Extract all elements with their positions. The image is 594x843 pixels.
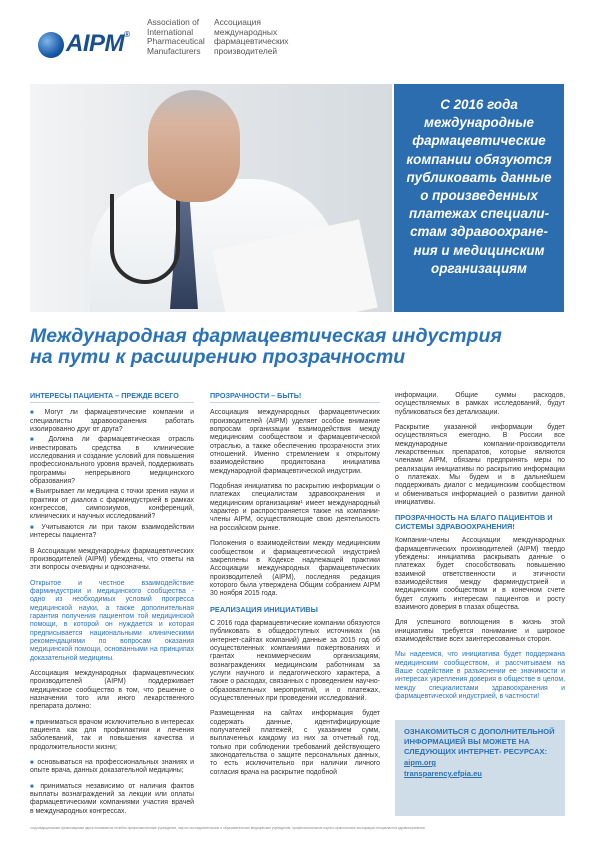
- column-3: [395, 392, 565, 708]
- paragraph: Ассоциация международных фармацевтических производителей (AIPM) уделяет особое внимание вопросам организации взаимодействия между медицинским сообществом и фармацевтической отраслью, а также обеспечению прозрачности этих отношений. Именно стремлением к открытому взаимодействию продиктована инициатива международной фармацевтической индустрии.: [210, 409, 380, 475]
- question-item: ■ Выигрывает ли медицина с точки зрения науки и практики от диалога с фарминдустрией в рамках конгрессов, симпозиумов, конференций, клинических и научных исследований?: [30, 488, 194, 521]
- callout-box: [394, 84, 564, 312]
- info-text: ОЗНАКОМИТЬСЯ С ДОПОЛНИТЕЛЬНОЙ ИНФОРМАЦИЕЙ ВЫ МОЖЕТЕ НА СЛЕДУЮЩИХ ИНТЕРНЕТ- РЕСУРСАХ:: [404, 727, 555, 756]
- list-item: ■ основываться на профессиональных знаниях и опыте врача, данных доказательной медицины;: [30, 759, 194, 776]
- callout-text: С 2016 года международные фармацевтические компании обязуются публиковать данные о произведенных платежах специали-стам здравоохране-ния и медицинским организациям: [406, 97, 552, 276]
- paragraph: Раскрытие указанной информации будет осуществляться ежегодно. В России все международные компании-производители лекарственных препаратов, которые являются членами AIPM, обязаны предпринять меры по реализации инициативы по раскрытию информации о платежах. Мы будем и в дальнейшем поддерживать диалог с медицинским сообществом и обмениваться информацией о развитии данной инициативы.: [395, 424, 565, 507]
- link-efpia[interactable]: transparency.efpia.eu: [404, 769, 482, 778]
- question-item: ■ Могут ли фармацевтические компании и специалисты здравоохранения работать изолированно друг от друга?: [30, 409, 194, 434]
- section-heading-patient-interests: ИНТЕРЕСЫ ПАЦИЕНТА – ПРЕЖДЕ ВСЕГО: [30, 392, 194, 403]
- column-2: [210, 392, 380, 784]
- stethoscope-icon: [110, 194, 180, 284]
- globe-logo-icon: [38, 32, 64, 58]
- association-name-ru: Ассоциация международных фармацевтических производителей: [214, 17, 289, 56]
- question-item: ■ Должна ли фармацевтическая отрасль инвестировать средства в клинические исследования и создание условий для повышения профессионального уровня врачей, поддерживать программы непрерывного медицинского образования?: [30, 436, 194, 486]
- link-aipm[interactable]: aipm.org: [404, 758, 437, 767]
- section-heading-implementation: РЕАЛИЗАЦИЯ ИНИЦИАТИВЫ: [210, 604, 318, 614]
- paragraph: Ассоциация международных фармацевтических производителей (AIPM) поддерживает медицинское сообщество в том, что решение о назначении того или иного лекарственного препарата должно:: [30, 669, 194, 711]
- section-heading-benefit: ПРОЗРАЧНОСТЬ НА БЛАГО ПАЦИЕНТОВ И СИСТЕМЫ ЗДРАВООХРАНЕНИЯ!: [395, 513, 553, 531]
- paragraph: В Ассоциации международных фармацевтических производителей (AIPM) убеждены, что ответы на эти вопросы очевидны и однозначны.: [30, 547, 194, 572]
- doctor-photo: [30, 84, 392, 312]
- info-box: [395, 720, 565, 816]
- highlight-paragraph: Мы надеемся, что инициатива будет поддержана медицинским сообществом, и рассчитываем на Ваше содействие в разъяснении ее значимости и интересах укрепления доверия в обществе в целом, между специалистами здравоохранения и фармацевтической индустрией, в частности!: [395, 651, 565, 700]
- page-header: [0, 0, 594, 84]
- column-1: [30, 392, 194, 823]
- section-heading-transparency: ПРОЗРАЧНОСТИ – БЫТЬ!: [210, 392, 380, 403]
- list-item: ■ приниматься независимо от наличия фактов выплаты вознаграждений за лекции или оплаты фармацевтическими компаниями участия врачей в международных конгрессах.: [30, 783, 194, 816]
- paragraph: Размещенная на сайтах информация будет содержать данные, идентифицирующие получателей платежей, с указанием сумм, выплаченных каждому из них за отчетный год, только при соблюдении требований действующего законодательства о защите персональных данных, то есть исключительно при наличии личного согласия врача на раскрытие подобной: [210, 710, 380, 776]
- paragraph: информации. Общие суммы расходов, осуществляемых в рамках исследований, будут публиковаться без детализации.: [395, 392, 565, 416]
- association-name-en: Association of International Pharmaceutical Manufacturers: [147, 17, 205, 56]
- aipm-logo: AIPM®: [66, 30, 130, 57]
- highlight-paragraph: Открытое и честное взаимодействие фарминдустрии и медицинского сообщества - одно из необходимых условий прогресса медицинской науки, а также дополнительная гарантия получения пациентом той медицинской помощи, в которой он нуждается и которая предписывается национальными клиническими рекомендациями по вопросам оказания медицинской помощи, основанными на принципах доказательной медицины.: [30, 579, 194, 662]
- paragraph: С 2016 года фармацевтические компании обязуются публиковать в общедоступных источниках (на интернет-сайтах компаний) данные за 2015 год об осуществленных компаниями пожертвованиях и грантах некоммерческим организациям, вознаграждениях медицинским работникам за услуги научного и педагогического характера, а также о расходах, связанных с проведением научно-образовательных мероприятий, и о платежах, осуществленных при проведении исследований.: [210, 619, 380, 702]
- paragraph: Компании-члены Ассоциации международных фармацевтических производителей (AIPM) твердо убеждены: инициатива раскрывать данные о платежах будет способствовать повышению взаимной ответственности и этичности взаимодействия между фарминдустрией и медицинским сообществом и в конечном счете будет служить интересам пациентов и росту взаимного доверия в глазах общества.: [395, 537, 565, 611]
- paragraph: Положения о взаимодействии между медицинским сообществом и фармацевтической индустрией закреплены в Кодексе надлежащей практики Ассоциации международных фармацевтических производителей (AIPM), последняя редакция которого была утверждена Общим собранием AIPM 30 ноября 2015 года.: [210, 540, 380, 598]
- page-title: Международная фармацевтическая индустрия на пути к расширению прозрачности: [30, 325, 502, 368]
- footnote: ¹под медицинскими организациями здесь понимаются лечебно-профилактические учреждения, научно-исследовательские и образовательные медицинские учреждения, профессиональные научно-практические ассоциации специалистов здравоохранения: [30, 826, 425, 830]
- question-item: ■ Учитываются ли при таком взаимодействии интересы пациента?: [30, 524, 194, 541]
- paragraph: Для успешного воплощения в жизнь этой инициативы требуется понимание и широкое взаимодействие всех заинтересованных сторон.: [395, 619, 565, 643]
- paragraph: Подобная инициатива по раскрытию информации о платежах специалистам здравоохранения и медицинским организациям¹ имеет международный характер и распространяется также на компании-члены AIPM, осуществляющие свою деятельность на российском рынке.: [210, 483, 380, 532]
- list-item: ■ приниматься врачом исключительно в интересах пациента как для профилактики и лечения заболеваний, так и повышения качества и продолжительности жизни;: [30, 719, 194, 752]
